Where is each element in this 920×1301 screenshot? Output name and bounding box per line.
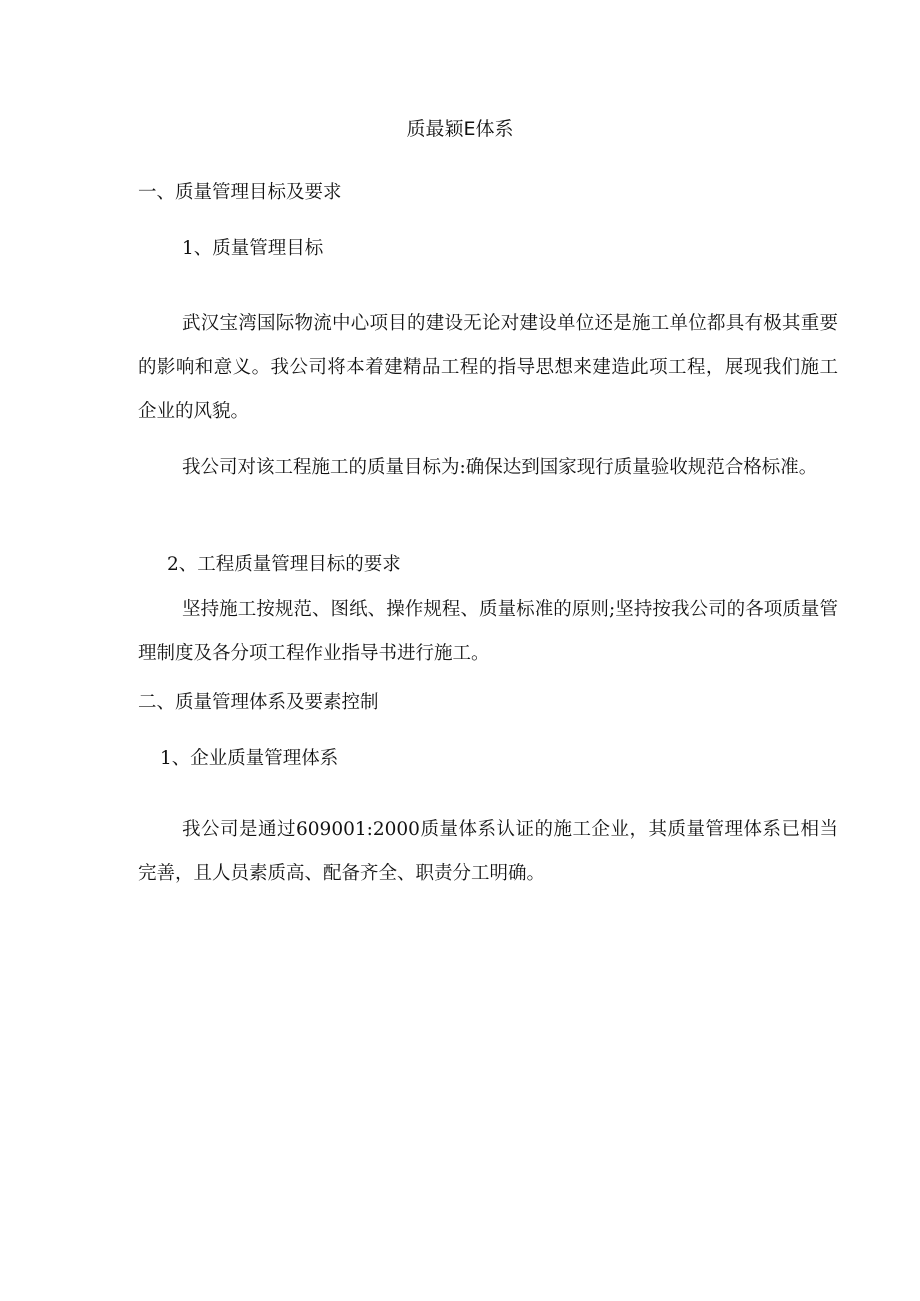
section-heading-1: 一、质量管理目标及要求 — [138, 182, 342, 203]
paragraph-quality-target: 我公司对该工程施工的质量目标为:确保达到国家现行质量验收规范合格标准。 — [182, 457, 818, 478]
subsection-heading-1-1: 1、质量管理目标 — [182, 238, 324, 259]
paragraph-quality-system: 我公司是通过609001:2000质量体系认证的施工企业，其质量管理体系已相当完善，且人员素质高、配备齐全、职责分工明确。 — [138, 819, 838, 884]
subsection-heading-2-1: 1、企业质量管理体系 — [160, 748, 339, 769]
paragraph-principles: 坚持施工按规范、图纸、操作规程、质量标准的原则;坚持按我公司的各项质量管理制度及各分项工程作业指导书进行施工。 — [138, 599, 838, 664]
paragraph-project-intro: 武汉宝湾国际物流中心项目的建设无论对建设单位还是施工单位都具有极其重要的影响和意义。我公司将本着建精品工程的指导思想来建造此项工程，展现我们施工企业的风貌。 — [138, 313, 838, 422]
section-heading-2: 二、质量管理体系及要素控制 — [138, 692, 379, 713]
document-title: 质最颖E体系 — [406, 118, 514, 140]
subsection-heading-1-2: 2、工程质量管理目标的要求 — [167, 554, 401, 575]
